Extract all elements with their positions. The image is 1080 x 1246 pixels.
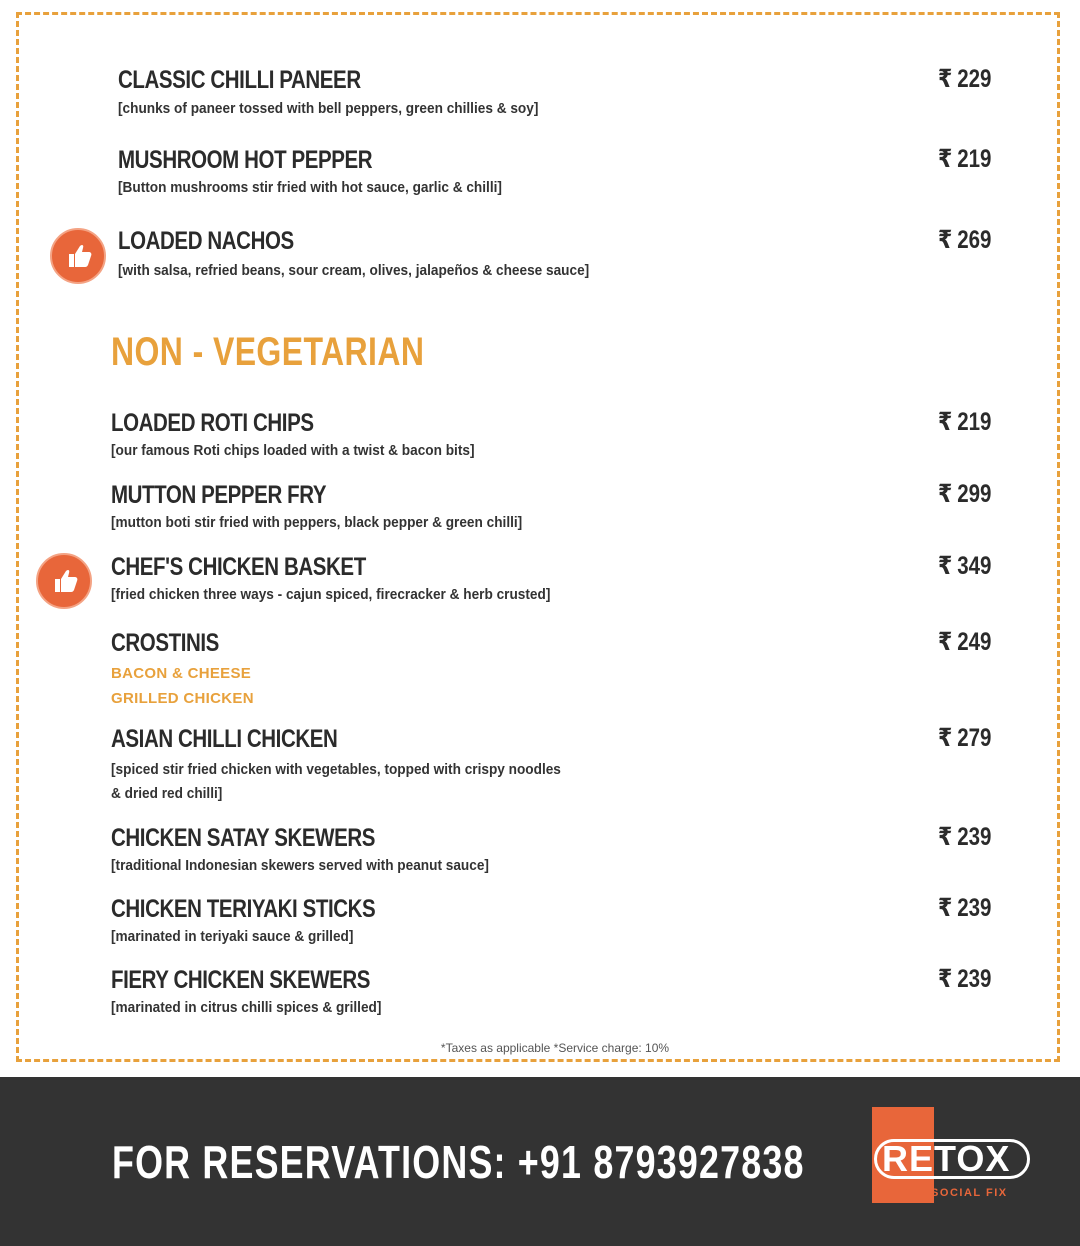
recommended-badge [36, 553, 92, 609]
item-name: LOADED ROTI CHIPS [111, 409, 314, 437]
rupee-symbol: ₹ [938, 724, 953, 752]
item-price: ₹ 229 [938, 65, 992, 93]
footnote: *Taxes as applicable *Service charge: 10% [440, 1041, 670, 1055]
rupee-symbol: ₹ [938, 226, 953, 254]
item-name: MUSHROOM HOT PEPPER [118, 146, 373, 174]
recommended-badge [50, 228, 106, 284]
item-price: ₹ 239 [938, 823, 992, 851]
logo-tagline: THE SOCIAL FIX [900, 1187, 1008, 1199]
rupee-symbol: ₹ [938, 628, 953, 656]
item-name: MUTTON PEPPER FRY [111, 481, 327, 509]
item-price: ₹ 239 [938, 894, 992, 922]
item-description: [our famous Roti chips loaded with a twist & bacon bits] [111, 443, 475, 459]
logo-text: RETOX [882, 1138, 1011, 1179]
item-description: [fried chicken three ways - cajun spiced, firecracker & herb crusted] [111, 587, 551, 603]
item-description: [Button mushrooms stir fried with hot sauce, garlic & chilli] [118, 180, 502, 196]
item-description: [traditional Indonesian skewers served with peanut sauce] [111, 858, 489, 874]
reservations-text: FOR RESERVATIONS: +91 8793927838 [112, 1136, 805, 1188]
rupee-symbol: ₹ [938, 480, 953, 508]
item-price: ₹ 299 [938, 480, 992, 508]
rupee-symbol: ₹ [938, 823, 953, 851]
item-price: ₹ 219 [938, 145, 992, 173]
option-label: BACON & CHEESE [111, 665, 252, 682]
item-description: [marinated in citrus chilli spices & grilled] [111, 1000, 382, 1016]
thumbs-up-icon [52, 230, 104, 282]
rupee-symbol: ₹ [938, 408, 953, 436]
item-price: ₹ 219 [938, 408, 992, 436]
item-name: CHICKEN SATAY SKEWERS [111, 824, 376, 852]
item-description: [spiced stir fried chicken with vegetables, topped with crispy noodles [111, 762, 561, 778]
item-price: ₹ 269 [938, 226, 992, 254]
item-name: FIERY CHICKEN SKEWERS [111, 966, 371, 994]
item-price: ₹ 239 [938, 965, 992, 993]
item-description: & dried red chilli] [111, 786, 223, 802]
rupee-symbol: ₹ [938, 552, 953, 580]
item-description: [chunks of paneer tossed with bell peppers, green chillies & soy] [118, 101, 539, 117]
item-options [111, 661, 254, 711]
item-name: CHEF'S CHICKEN BASKET [111, 553, 366, 581]
item-name: LOADED NACHOS [118, 227, 294, 255]
section-title: NON - VEGETARIAN [111, 330, 425, 374]
footer [0, 1077, 1080, 1246]
item-price: ₹ 279 [938, 724, 992, 752]
item-name: CROSTINIS [111, 629, 219, 657]
rupee-symbol: ₹ [938, 65, 953, 93]
item-price: ₹ 349 [938, 552, 992, 580]
rupee-symbol: ₹ [938, 894, 953, 922]
brand-logo [868, 1107, 1038, 1217]
item-name: CHICKEN TERIYAKI STICKS [111, 895, 376, 923]
item-name: ASIAN CHILLI CHICKEN [111, 725, 338, 753]
rupee-symbol: ₹ [938, 965, 953, 993]
item-description: [with salsa, refried beans, sour cream, olives, jalapeños & cheese sauce] [118, 263, 590, 279]
option-label: GRILLED CHICKEN [111, 690, 254, 707]
item-name: CLASSIC CHILLI PANEER [118, 66, 361, 94]
item-description: [mutton boti stir fried with peppers, black pepper & green chilli] [111, 515, 523, 531]
rupee-symbol: ₹ [938, 145, 953, 173]
thumbs-up-icon [38, 555, 90, 607]
item-price: ₹ 249 [938, 628, 992, 656]
item-description: [marinated in teriyaki sauce & grilled] [111, 929, 354, 945]
